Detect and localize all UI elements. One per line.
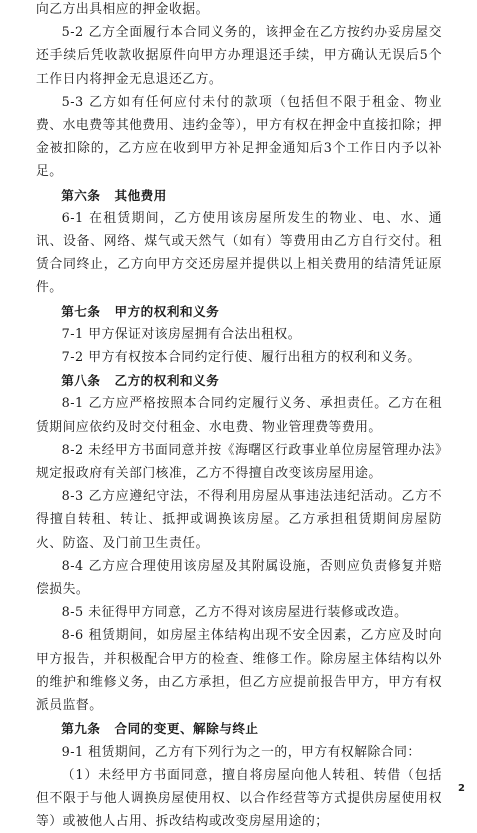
article-6-number: 第六条 xyxy=(61,187,101,203)
article-7-number: 第七条 xyxy=(61,303,101,319)
paragraph-7-2: 7-2 甲方有权按本合同约定行使、履行出租方的权利和义务。 xyxy=(61,350,421,366)
paragraph-7-1: 7-1 甲方保证对该房屋拥有合法出租权。 xyxy=(61,326,302,342)
paragraph-6-1: 6-1 在租赁期间，乙方使用该房屋所发生的物业、电、水、通讯、设备、网络、煤气或天然气（如有）等费用由乙方自行交付。租赁合同终止，乙方向甲方交还房屋并提供以上相关费用的结清凭证原件。 xyxy=(36,210,442,296)
article-7-title: 甲方的权利和义务 xyxy=(114,303,220,319)
article-6-title: 其他费用 xyxy=(114,187,167,203)
paragraph-8-3: 8-3 乙方应遵纪守法，不得利用房屋从事违法违纪活动。乙方不得擅自转租、转让、抵押或调换该房屋。乙方承担租赁期间房屋防火、防盗、及门前卫生责任。 xyxy=(36,489,442,551)
paragraph-8-5: 8-5 未征得甲方同意，乙方不得对该房屋进行装修或改造。 xyxy=(61,605,408,621)
page-number: 2 xyxy=(458,783,465,794)
article-9-title: 合同的变更、解除与终止 xyxy=(114,721,259,737)
paragraph-5-3: 5-3 乙方如有任何应付未付的款项（包括但不限于租金、物业费、水电费等其他费用、违约金等），甲方有权在押金中直接扣除；押金被扣除的，乙方应在收到甲方补足押金通知后3个工作日内予以补足。 xyxy=(36,94,442,180)
paragraph-5-2: 5-2 乙方全面履行本合同义务的，该押金在乙方按约办妥房屋交还手续后凭收款收据原件向甲方办理退还手续，甲方确认无误后5个工作日内将押金无息退还乙方。 xyxy=(36,25,442,87)
article-9-number: 第九条 xyxy=(61,721,101,737)
paragraph-9-1-1: （1）未经甲方书面同意，擅自将房屋向他人转租、转借（包括但不限于与他人调换房屋使用权、以合作经营等方式提供房屋使用权等）或被他人占用、拆改结构或改变房屋用途的； xyxy=(36,767,442,830)
paragraph-8-2: 8-2 未经甲方书面同意并按《海曙区行政事业单位房屋管理办法》规定报政府有关部门核准，乙方不得擅自改变该房屋用途。 xyxy=(36,442,442,482)
paragraph-8-4: 8-4 乙方应合理使用该房屋及其附属设施，否则应负责修复并赔偿损失。 xyxy=(36,558,442,598)
article-9-heading xyxy=(36,717,442,740)
article-8-number: 第八条 xyxy=(61,373,101,389)
article-8-title: 乙方的权利和义务 xyxy=(114,373,220,389)
paragraph-8-1: 8-1 乙方应严格按照本合同约定履行义务、承担责任。乙方在租赁期间应依约及时交付租金、水电费、物业管理费等费用。 xyxy=(36,396,442,435)
article-7-heading xyxy=(36,300,442,323)
article-8-heading xyxy=(36,369,442,392)
paragraph-9-1: 9-1 租赁期间，乙方有下列行为之一的，甲方有权解除合同： xyxy=(61,744,421,760)
paragraph-5-1-tail: 向乙方出具相应的押金收据。 xyxy=(36,2,209,17)
paragraph-8-6: 8-6 租赁期间，如房屋主体结构出现不安全因素，乙方应及时向甲方报告，并积极配合甲方的检查、维修工作。除房屋主体结构以外的维护和维修义务，由乙方承担，但乙方应提前报告甲方，甲方有权派员监督。 xyxy=(36,628,442,714)
contract-body xyxy=(36,0,442,833)
article-6-heading xyxy=(36,184,442,207)
